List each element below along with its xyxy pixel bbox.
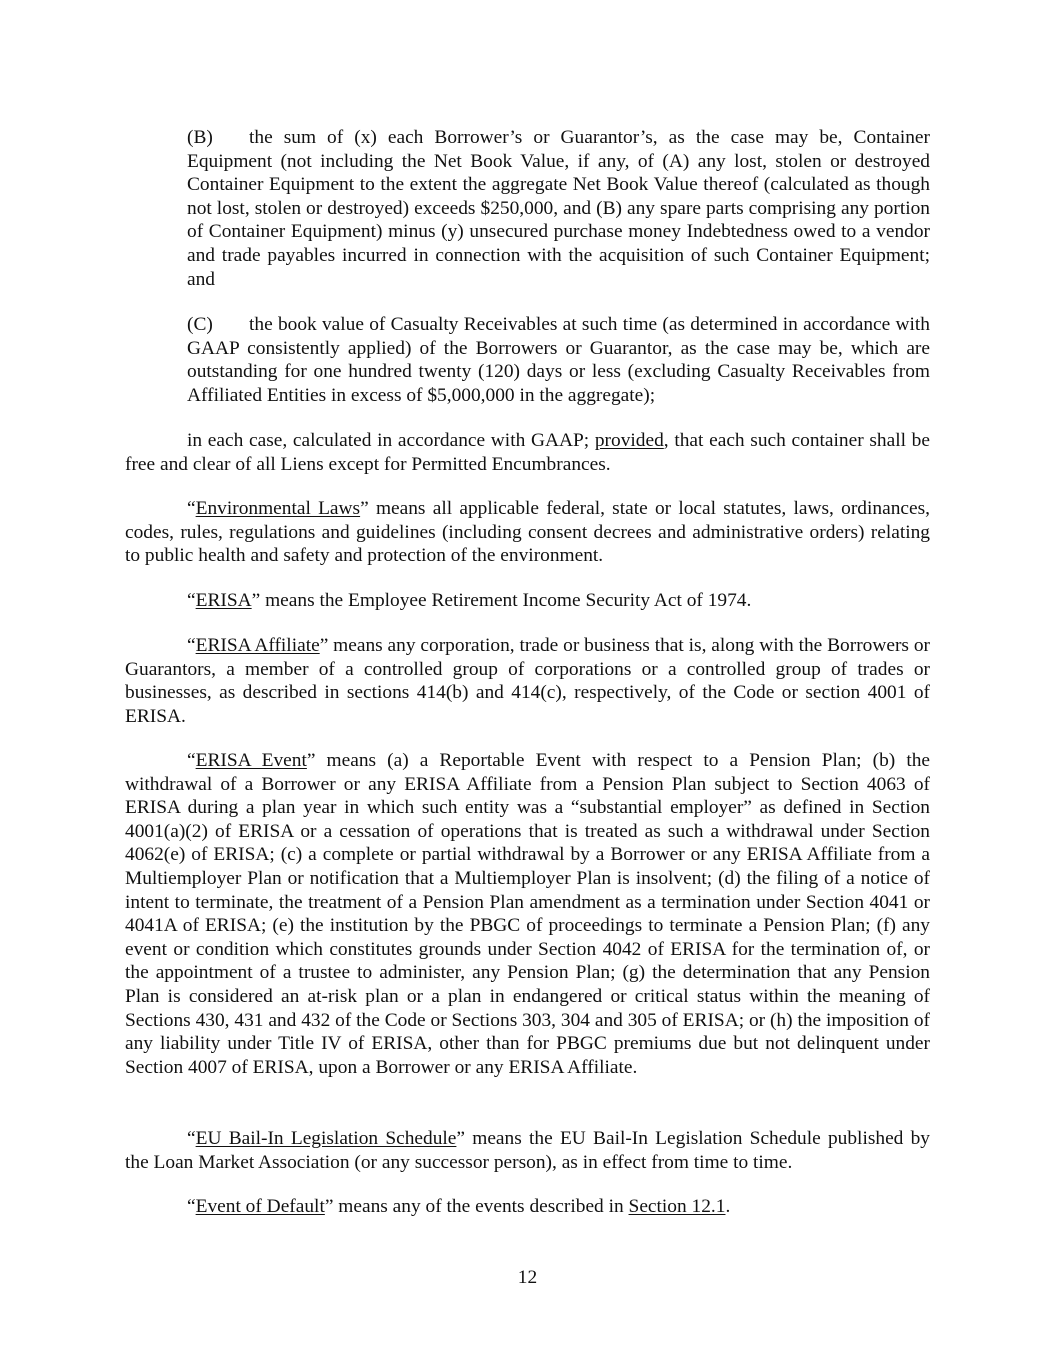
definition-text: ” means the Employee Retirement Income Security Act of 1974. [251, 590, 752, 611]
definition-erisa: “ERISA” means the Employee Retirement Income Security Act of 1974. [187, 590, 752, 611]
clause-b [187, 126, 930, 291]
term-erisa-affiliate: ERISA Affiliate [195, 635, 320, 656]
term-erisa-event: ERISA Event [195, 750, 307, 771]
definition-text: ” means any of the events described in [324, 1196, 629, 1217]
definition-event-of-default: “Event of Default” means any of the events described in Section 12.1. [187, 1196, 731, 1217]
clause-b-label: (B) [187, 127, 213, 148]
definition-end: . [725, 1196, 731, 1217]
definition-eu-bail-in: “EU Bail-In Legislation Schedule” means the EU Bail-In Legislation Schedule published by the Loan Market Association (or any successor person), as in effect from time to time. [125, 1128, 930, 1173]
definition-text: ” means all applicable federal, state or local statutes, laws, ordinances, codes, rules, regulations and guidelines (including consent decrees and administrative orders) relating to public health and safety and protection of the environment. [125, 498, 930, 567]
clause-c [187, 313, 930, 407]
definition-text: ” means the EU Bail-In Legislation Schedule published by the Loan Market Association (or any successor person), as in effect from time to time. [125, 1128, 930, 1173]
section-reference: Section 12.1 [628, 1196, 726, 1217]
definition-erisa-event: “ERISA Event” means (a) a Reportable Event with respect to a Pension Plan; (b) the withdrawal of a Borrower or any ERISA Affiliate from a Pension Plan subject to Section 4063 of ERISA during a plan year in which such entity was a “substantial employer” as defined in Section 4001(a)(2) of ERISA or a cessation of operations that is treated as such a withdrawal under Section 4062(e) of ERISA; (c) a complete or partial withdrawal by a Borrower or any ERISA Affiliate from a Multiemployer Plan or notification that a Multiemployer Plan is insolvent; (d) the filing of a notice of intent to terminate, the treatment of a Pension Plan amendment as a termination under Section 4041 or 4041A of ERISA; (e) the institution by the PBGC of proceedings to terminate a Pension Plan; (f) any event or condition which constitutes grounds under Section 4042 of ERISA for the termination of, or the appointment of a trustee to administer, any Pension Plan; (g) the determination that any Pension Plan is considered an at-risk plan or a plan in endangered or critical status within the meaning of Sections 430, 431 and 432 of the Code or Sections 303, 304 and 305 of ERISA; or (h) the imposition of any liability under Title IV of ERISA, other than for PBGC premiums due but not delinquent under Section 4007 of ERISA, upon a Borrower or any ERISA Affiliate. [125, 750, 931, 1078]
closing-text-after: , that each such container shall be free and clear of all Liens except for Permitted Encumbrances. [125, 430, 930, 475]
definition-text: ” means any corporation, trade or business that is, along with the Borrowers or Guarantors, a member of a controlled group of corporations or a controlled group of trades or businesses, as described in sections 414(b) and 414(c), respectively, of the Code or section 4001 of ERISA. [125, 635, 930, 727]
definition-text: ” means (a) a Reportable Event with respect to a Pension Plan; (b) the withdrawal of a Borrower or any ERISA Affiliate from a Pension Plan subject to Section 4063 of ERISA during a plan year in which such entity was a “substantial employer” as defined in Section 4001(a)(2) of ERISA or a cessation of operations that is treated as such a withdrawal under Section 4062(e) of ERISA; (c) a complete or partial withdrawal by a Borrower or any ERISA Affiliate from a Multiemployer Plan or notification that a Multiemployer Plan is insolvent; (d) the filing of a notice of intent to terminate, the treatment of a Pension Plan amendment as a termination under Section 4041 or 4041A of ERISA; (e) the institution by the PBGC of proceedings to terminate a Pension Plan; (f) any event or condition which constitutes grounds under Section 4042 of ERISA for the termination of, or the appointment of a trustee to administer, any Pension Plan; (g) the determination that any Pension Plan is considered an at-risk plan or a plan in endangered or critical status within the meaning of Sections 430, 431 and 432 of the Code or Sections 303, 304 and 305 of ERISA; or (h) the imposition of any liability under Title IV of ERISA, other than for PBGC premiums due but not delinquent under Section 4007 of ERISA, upon a Borrower or any ERISA Affiliate. [125, 750, 931, 1078]
closing-paragraph [125, 429, 930, 476]
clause-b-text: the sum of (x) each Borrower’s or Guarantor’s, as the case may be, Container Equipment (not including the Net Book Value, if any, of (A) any lost, stolen or destroyed Container Equipment to the extent the aggregate Net Book Value thereof (calculated as though not lost, stolen or destroyed) exceeds $250,000, and (B) any spare parts comprising any portion of Container Equipment) minus (y) unsecured purchase money Indebtedness owed to a vendor and trade payables incurred in connection with the acquisition of such Container Equipment; and [187, 127, 930, 290]
clause-c-text: the book value of Casualty Receivables at such time (as determined in accordance with GAAP consistently applied) of the Borrowers or Guarantor, as the case may be, which are outstanding for one hundred twenty (120) days or less (excluding Casualty Receivables from Affiliated Entities in excess of $5,000,000 in the aggregate); [187, 314, 930, 406]
clause-c-label: (C) [187, 314, 213, 335]
term-environmental-laws: Environmental Laws [195, 498, 361, 519]
definition-erisa-affiliate: “ERISA Affiliate” means any corporation, trade or business that is, along with the Borrowers or Guarantors, a member of a controlled group of corporations or a controlled group of trades or businesses, as described in sections 414(b) and 414(c), respectively, of the Code or section 4001 of ERISA. [125, 635, 930, 727]
provided-term: provided [594, 430, 664, 451]
page-number: 12 [517, 1267, 538, 1288]
closing-text-before: in each case, calculated in accordance with GAAP; [187, 430, 595, 451]
term-erisa: ERISA [195, 590, 252, 611]
term-eu-bail-in-legislation-schedule: EU Bail-In Legislation Schedule [195, 1128, 457, 1149]
term-event-of-default: Event of Default [195, 1196, 325, 1217]
definition-environmental-laws: “Environmental Laws” means all applicable federal, state or local statutes, laws, ordinances, codes, rules, regulations and guidelines (including consent decrees and administrative orders) relating to public health and safety and protection of the environment. [125, 498, 930, 567]
